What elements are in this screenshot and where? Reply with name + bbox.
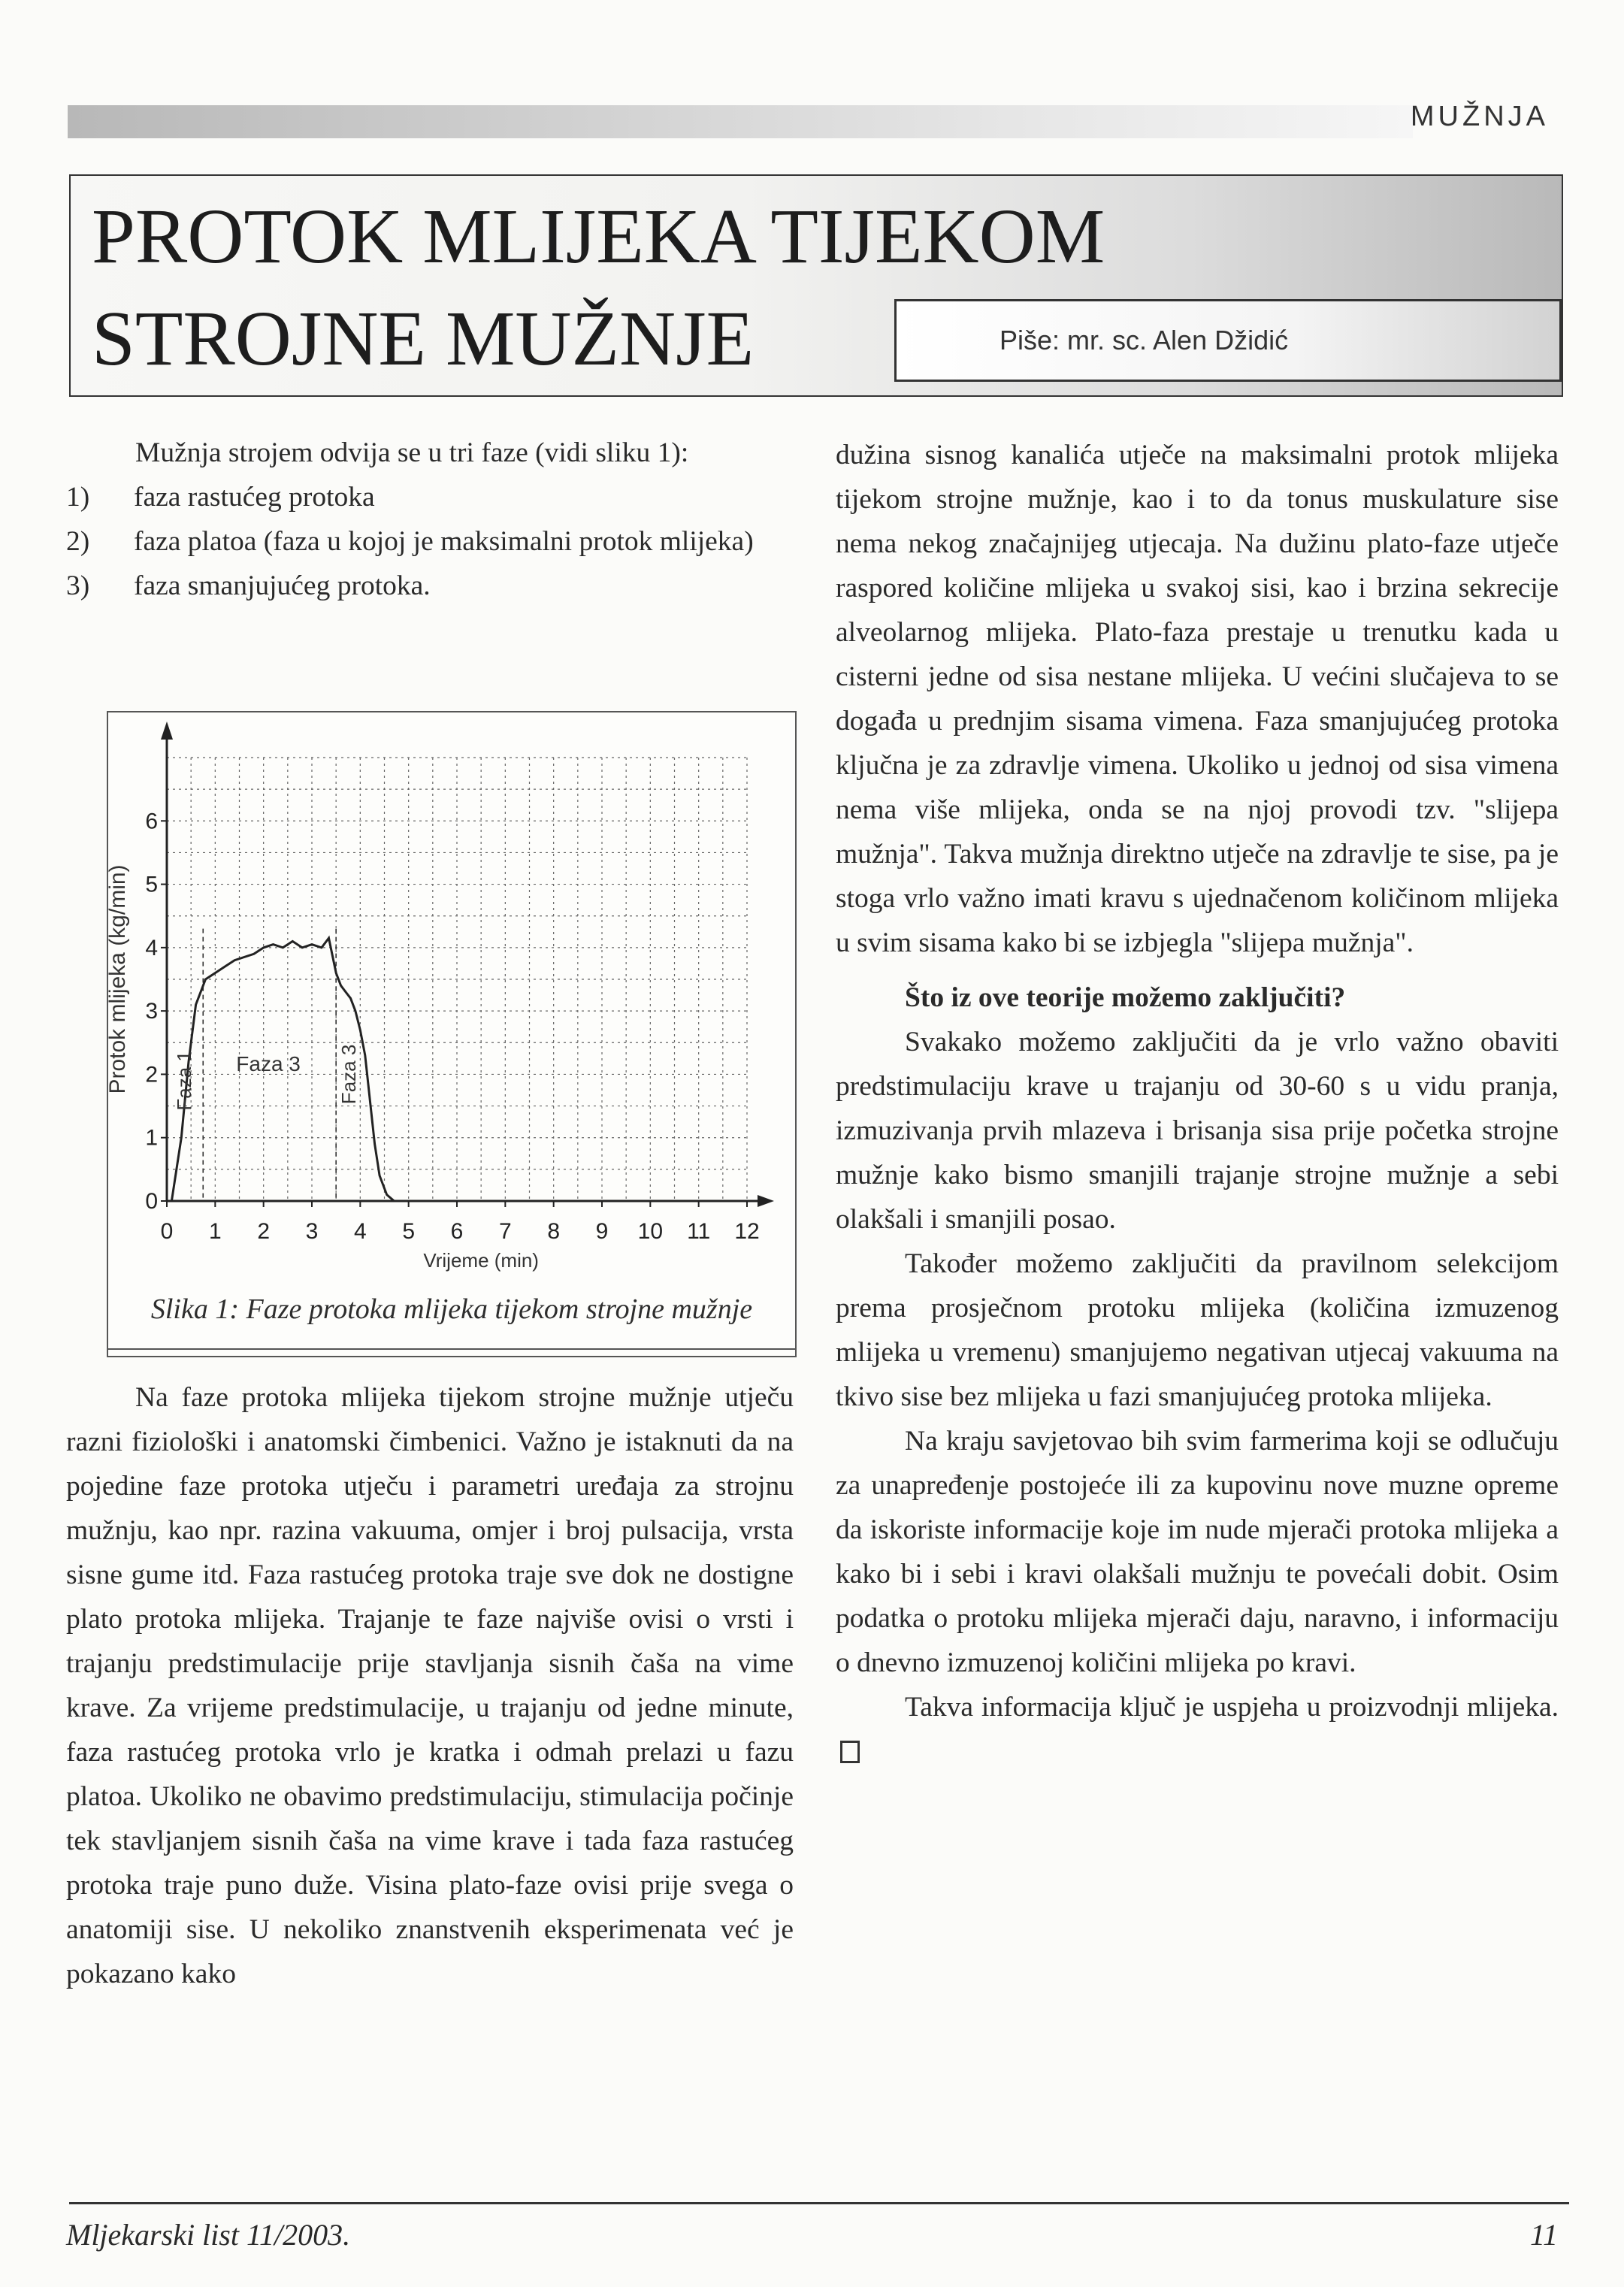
end-mark-icon <box>840 1741 860 1763</box>
right-body <box>836 433 1559 1774</box>
header-bar <box>68 105 1413 138</box>
paragraph: Svakako možemo zaključiti da je vrlo važno obaviti predstimulaciju krave u trajanju od 30-60 s u vidu pranja, izmuzivanja prvih mlazeva i brisanja sisa prije početka strojne mužnje kako bismo smanjili trajanje strojne mužnje a sebi olakšali i smanjili posao. <box>836 1027 1559 1235</box>
list-text: faza rastućeg protoka <box>134 482 375 513</box>
x-tick-label: 12 <box>734 1219 760 1244</box>
y-tick-label: 1 <box>145 1125 158 1151</box>
phase-annotation: Faza 3 <box>236 1052 301 1076</box>
list-item <box>66 475 794 519</box>
x-tick-label: 9 <box>595 1219 609 1244</box>
x-tick-label: 0 <box>160 1219 174 1244</box>
page-number: 11 <box>1529 2218 1558 2252</box>
figure-caption: Slika 1: Faze protoka mlijeka tijekom strojne mužnje <box>150 1293 753 1325</box>
article-title-line2: STROJNE MUŽNJE <box>92 295 755 382</box>
paragraph: dužina sisnog kanalića utječe na maksimalni protok mlijeka tijekom strojne mužnje, kao i to da tonus muskulature sise nema nekog značajnijeg utjecaja. Na dužinu plato-faze utječe raspored količine mlijeka u svakoj sisi, kao i brzina sekrecije alveolarnog mlijeka. Plato-faza prestaje u trenutku kada u cisterni jedne od sisa nestane mlijeka. U većini slučajeva to se događa u prednjim sisama vimena. Faza smanjujućeg protoka ključna je za zdravlje vimena. Ukoliko u jednoj od sisa vimena nema više mlijeka, onda se na njoj provodi tzv. "slijepa mužnja". Takva mužnja direktno utječe na zdravlje te sise, pa je stoga vrlo važno imati kravu s ujednačenom količinom mlijeka u svim sisama kako bi se izbjegla "slijepa mužnja". <box>836 440 1559 958</box>
x-tick-label: 7 <box>498 1219 512 1244</box>
author-byline: Piše: mr. sc. Alen Džidić <box>1000 325 1289 355</box>
article-title-line1: PROTOK MLIJEKA TIJEKOM <box>92 193 1105 280</box>
list-item <box>66 564 794 608</box>
footer-rule <box>69 2202 1569 2204</box>
y-tick-label: 6 <box>145 809 158 834</box>
phase-annotation: Faza 1 <box>173 1051 196 1111</box>
y-tick-label: 0 <box>145 1189 158 1214</box>
phase-annotation: Faza 3 <box>337 1044 360 1105</box>
list-number: 1) <box>66 482 90 513</box>
paragraph: Na faze protoka mlijeka tijekom strojne mužnje utječu razni fiziološki i anatomski čimbenici. Važno je istaknuti da na pojedine faze protoka utječu i parametri uređaja za strojnu mužnju, kao npr. razina vakuuma, omjer i broj pulsacija, vrsta sisne gume itd. Faza rastućeg protoka traje sve dok ne dostigne plato protoka mlijeka. Trajanje te faze najviše ovisi o vrsti i trajanju predstimulacije prije stavljanja sisnih čaša na vime krave. Za vrijeme predstimulacije, u trajanju od jedne minute, faza rastućeg protoka vrlo je kratka i odmah prelazi u fazu platoa. Ukoliko ne obavimo predstimulaciju, stimulacija počinje tek stavljanjem sisnih čaša na vime krave i tada faza rastućeg protoka traje puno duže. Visina plato-faze ovisi prije svega o anatomiji sise. U nekoliko znanstvenih eksperimenata već je pokazano kako <box>66 1382 794 1989</box>
x-tick-label: 3 <box>305 1219 319 1244</box>
y-axis-label: Protok mlijeka (kg/min) <box>105 864 130 1094</box>
section-label: MUŽNJA <box>1410 101 1549 132</box>
list-item <box>66 519 794 564</box>
list-number: 2) <box>66 526 90 557</box>
list-text: faza platoa (faza u kojoj je maksimalni protok mlijeka) <box>134 526 754 557</box>
flow-chart <box>105 712 795 1284</box>
paragraph: Na kraju savjetovao bih svim farmerima koji se odlučuju za unapređenje postojeće ili za kupovinu nove muzne opreme da iskoriste informacije koje im nude mjerači protoka mlijeka a kako bi i sebi i kravi olakšali mužnju te povećali dobit. Osim podatka o protoku mlijeka mjerači daju, naravno, i informaciju o dnevno izmuzenoj količini mlijeka po kravi. <box>836 1426 1559 1678</box>
y-tick-label: 2 <box>145 1062 158 1088</box>
x-tick-label: 6 <box>450 1219 464 1244</box>
x-tick-label: 5 <box>402 1219 416 1244</box>
paragraph: Također možemo zaključiti da pravilnom selekcijom prema prosječnom protoku mlijeka (količina izmuzenog mlijeka u vremenu) smanjujemo negativan utjecaj vakuuma na tkivo sise bez mlijeka u fazi smanjujućeg protoka mlijeka. <box>836 1248 1559 1412</box>
y-tick-label: 5 <box>145 872 158 897</box>
paragraph <box>836 1685 1559 1774</box>
y-tick-label: 3 <box>145 999 158 1024</box>
closing-text: Takva informacija ključ je uspjeha u proizvodnji mlijeka. <box>905 1692 1559 1723</box>
caption-divider <box>107 1348 797 1350</box>
y-axis-arrow-icon <box>161 721 173 740</box>
x-tick-label: 2 <box>257 1219 271 1244</box>
x-axis-arrow-icon <box>758 1195 774 1207</box>
x-tick-label: 8 <box>547 1219 561 1244</box>
journal-name: Mljekarski list 11/2003. <box>66 2218 351 2252</box>
x-axis-label: Vrijeme (min) <box>423 1249 539 1272</box>
y-tick-label: 4 <box>145 935 158 960</box>
x-tick-label: 4 <box>353 1219 367 1244</box>
figure-frame <box>107 711 797 1357</box>
x-tick-label: 11 <box>687 1219 711 1244</box>
list-number: 3) <box>66 570 90 601</box>
x-tick-label: 10 <box>637 1219 664 1244</box>
intro-lead: Mužnja strojem odvija se u tri faze (vidi sliku 1): <box>135 437 689 468</box>
intro-section <box>66 431 794 608</box>
x-tick-label: 1 <box>208 1219 222 1244</box>
list-text: faza smanjujućeg protoka. <box>134 570 431 601</box>
subheading: Što iz ove teorije možemo zaključiti? <box>905 982 1346 1013</box>
left-body <box>66 1375 794 1996</box>
